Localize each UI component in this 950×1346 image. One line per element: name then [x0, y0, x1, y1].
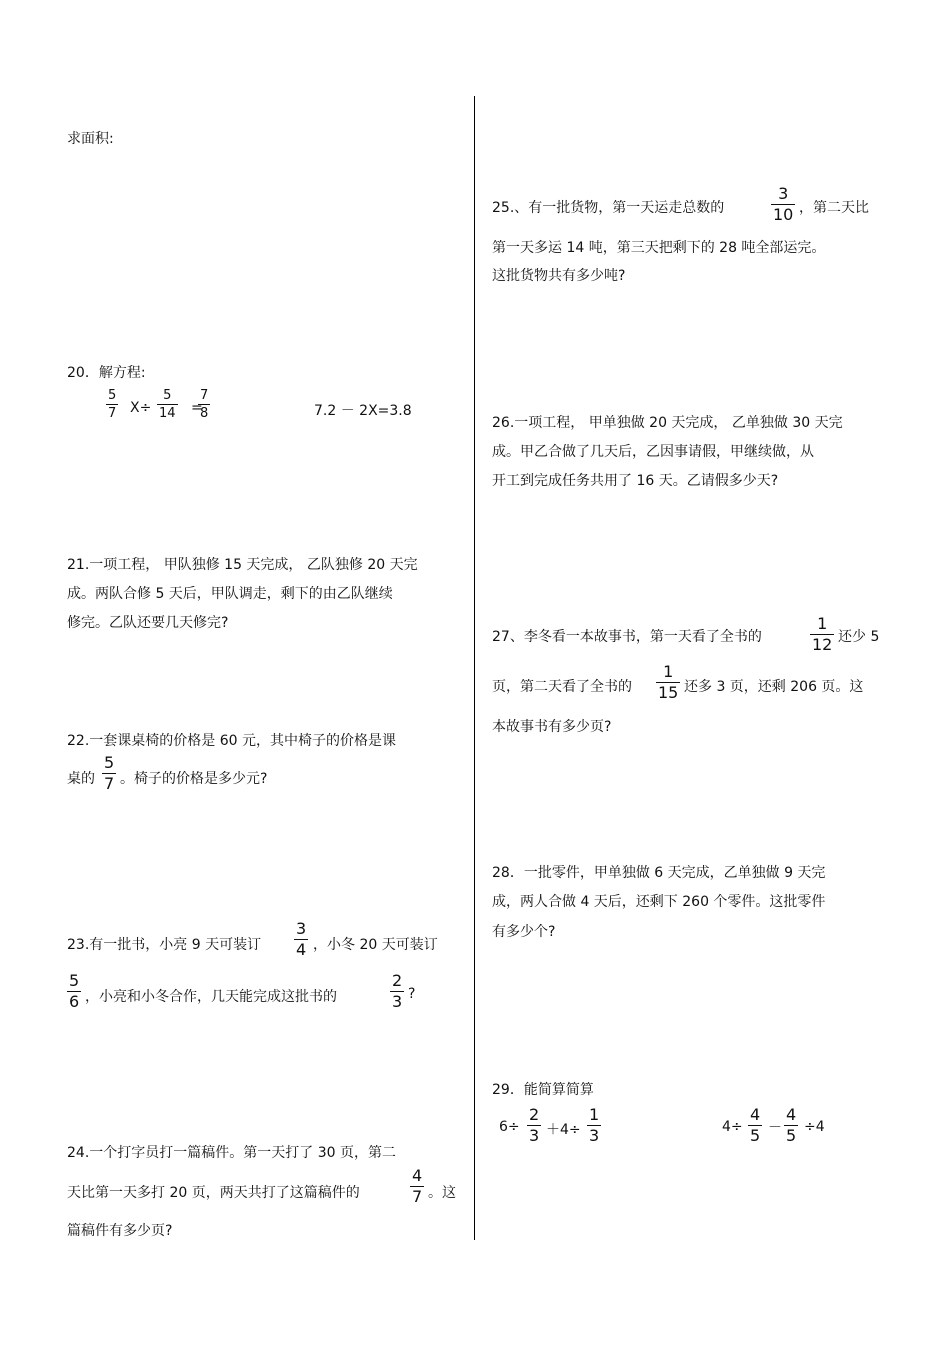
- fraction-numerator: 2: [529, 1105, 540, 1124]
- q20-fraction-7-8: [198, 389, 210, 420]
- fraction-numerator: 4: [786, 1105, 797, 1124]
- q29-expr2-fraction-4-5-b: [784, 1107, 798, 1144]
- fraction-bar: [157, 404, 178, 405]
- area-heading: 求面积:: [67, 131, 114, 147]
- fraction-numerator: 3: [296, 919, 307, 938]
- q23-line-2-post: ?: [408, 986, 416, 1002]
- q21-line-1: 21.一项工程， 甲队独修 15 天完成， 乙队独修 20 天完: [67, 557, 418, 573]
- q20-fraction-5-14: [157, 389, 178, 420]
- q27-fraction-1-12: [810, 616, 834, 653]
- q27-fraction-1-15: [656, 664, 680, 701]
- fraction-denominator: 4: [296, 940, 307, 959]
- q24-line-2-pre: 天比第一天多打 20 页，两天共打了这篇稿件的: [67, 1185, 360, 1201]
- fraction-numerator: 5: [163, 388, 172, 403]
- q27-line-2-post: 还多 3 页，还剩 206 页。这: [684, 679, 864, 695]
- q20-x-div: X÷: [130, 400, 152, 416]
- q23-fraction-3-4: [294, 921, 308, 958]
- q26-line-3: 开工到完成任务共用了 16 天。乙请假多少天?: [492, 473, 779, 489]
- q27-line-2-pre: 页，第二天看了全书的: [492, 679, 632, 695]
- q25-line-1-post: ，第二天比: [799, 200, 869, 216]
- fraction-bar: [106, 404, 118, 405]
- fraction-denominator: 5: [750, 1126, 761, 1145]
- fraction-denominator: 10: [773, 205, 794, 224]
- q23-line-1-post: ，小冬 20 天可装订: [313, 937, 438, 953]
- fraction-numerator: 2: [392, 971, 403, 990]
- q28-line-1: 28．一批零件，甲单独做 6 天完成，乙单独做 9 天完: [492, 865, 826, 881]
- q20-equation-2: 7.2 － 2X=3.8: [314, 403, 412, 419]
- fraction-denominator: 15: [658, 683, 679, 702]
- q22-line-1: 22.一套课桌椅的价格是 60 元，其中椅子的价格是课: [67, 733, 396, 749]
- q24-line-1: 24.一个打字员打一篇稿件。第一天打了 30 页，第二: [67, 1145, 396, 1161]
- fraction-numerator: 5: [69, 971, 80, 990]
- fraction-numerator: 1: [817, 614, 828, 633]
- q27-line-3: 本故事书有多少页?: [492, 719, 612, 735]
- q28-line-2: 成，两人合做 4 天后，还剩下 260 个零件。这批零件: [492, 894, 826, 910]
- q20-fraction-5-7: [106, 389, 118, 420]
- fraction-bar: [198, 404, 210, 405]
- fraction-numerator: 4: [750, 1105, 761, 1124]
- fraction-denominator: 3: [589, 1126, 600, 1145]
- q29-expr2-a: 4÷: [722, 1119, 743, 1135]
- q26-line-1: 26.一项工程， 甲单独做 20 天完成， 乙单独做 30 天完: [492, 415, 843, 431]
- q20-equals: =: [191, 400, 203, 416]
- column-divider: [474, 96, 475, 1240]
- q23-fraction-2-3: [390, 973, 404, 1010]
- q22-line-2-post: 。椅子的价格是多少元?: [120, 771, 268, 787]
- q24-line-2-post: 。这: [428, 1185, 456, 1201]
- fraction-denominator: 7: [412, 1187, 423, 1206]
- q22-line-2-pre: 桌的: [67, 771, 95, 787]
- fraction-numerator: 1: [663, 662, 674, 681]
- q20-label: 20．解方程:: [67, 365, 146, 381]
- q29-expr1-fraction-2-3: [527, 1107, 541, 1144]
- fraction-denominator: 12: [812, 635, 833, 654]
- fraction-denominator: 7: [108, 406, 117, 421]
- q27-line-1-pre: 27、李冬看一本故事书，第一天看了全书的: [492, 629, 762, 645]
- fraction-denominator: 3: [529, 1126, 540, 1145]
- fraction-numerator: 3: [778, 184, 789, 203]
- q21-line-2: 成。两队合修 5 天后，甲队调走，剩下的由乙队继续: [67, 586, 393, 602]
- fraction-numerator: 1: [589, 1105, 600, 1124]
- q29-expr1-b: ＋4÷: [546, 1122, 581, 1138]
- q28-line-3: 有多少个?: [492, 924, 556, 940]
- q23-line-2-mid: ，小亮和小冬合作，几天能完成这批书的: [85, 989, 337, 1005]
- q25-line-3: 这批货物共有多少吨?: [492, 268, 626, 284]
- fraction-denominator: 3: [392, 992, 403, 1011]
- q29-expr2-fraction-4-5-a: [748, 1107, 762, 1144]
- q25-line-2: 第一天多运 14 吨，第三天把剩下的 28 吨全部运完。: [492, 240, 826, 256]
- q23-fraction-5-6: [67, 973, 81, 1010]
- q29-label: 29．能简算简算: [492, 1082, 594, 1098]
- fraction-denominator: 7: [104, 774, 115, 793]
- fraction-denominator: 6: [69, 992, 80, 1011]
- q27-line-1-post: 还少 5: [838, 629, 880, 645]
- fraction-denominator: 5: [786, 1126, 797, 1145]
- q21-line-3: 修完。乙队还要几天修完?: [67, 615, 229, 631]
- q29-expr1-a: 6÷: [499, 1119, 520, 1135]
- fraction-denominator: 14: [159, 406, 176, 421]
- fraction-numerator: 5: [104, 753, 115, 772]
- q29-expr2-b: －: [768, 1120, 782, 1136]
- fraction-numerator: 5: [108, 388, 117, 403]
- fraction-numerator: 4: [412, 1166, 423, 1185]
- q26-line-2: 成。甲乙合做了几天后，乙因事请假，甲继续做，从: [492, 444, 814, 460]
- q24-line-3: 篇稿件有多少页?: [67, 1223, 173, 1239]
- fraction-denominator: 8: [200, 406, 209, 421]
- q23-line-1-pre: 23.有一批书，小亮 9 天可装订: [67, 937, 262, 953]
- q24-fraction-4-7: [410, 1168, 424, 1205]
- q25-line-1-pre: 25.、有一批货物，第一天运走总数的: [492, 200, 725, 216]
- q29-expr1-fraction-1-3: [587, 1107, 601, 1144]
- q29-expr2-c: ÷4: [804, 1119, 825, 1135]
- q25-fraction-3-10: [771, 186, 795, 223]
- q22-fraction-5-7: [102, 755, 116, 792]
- fraction-numerator: 7: [200, 388, 209, 403]
